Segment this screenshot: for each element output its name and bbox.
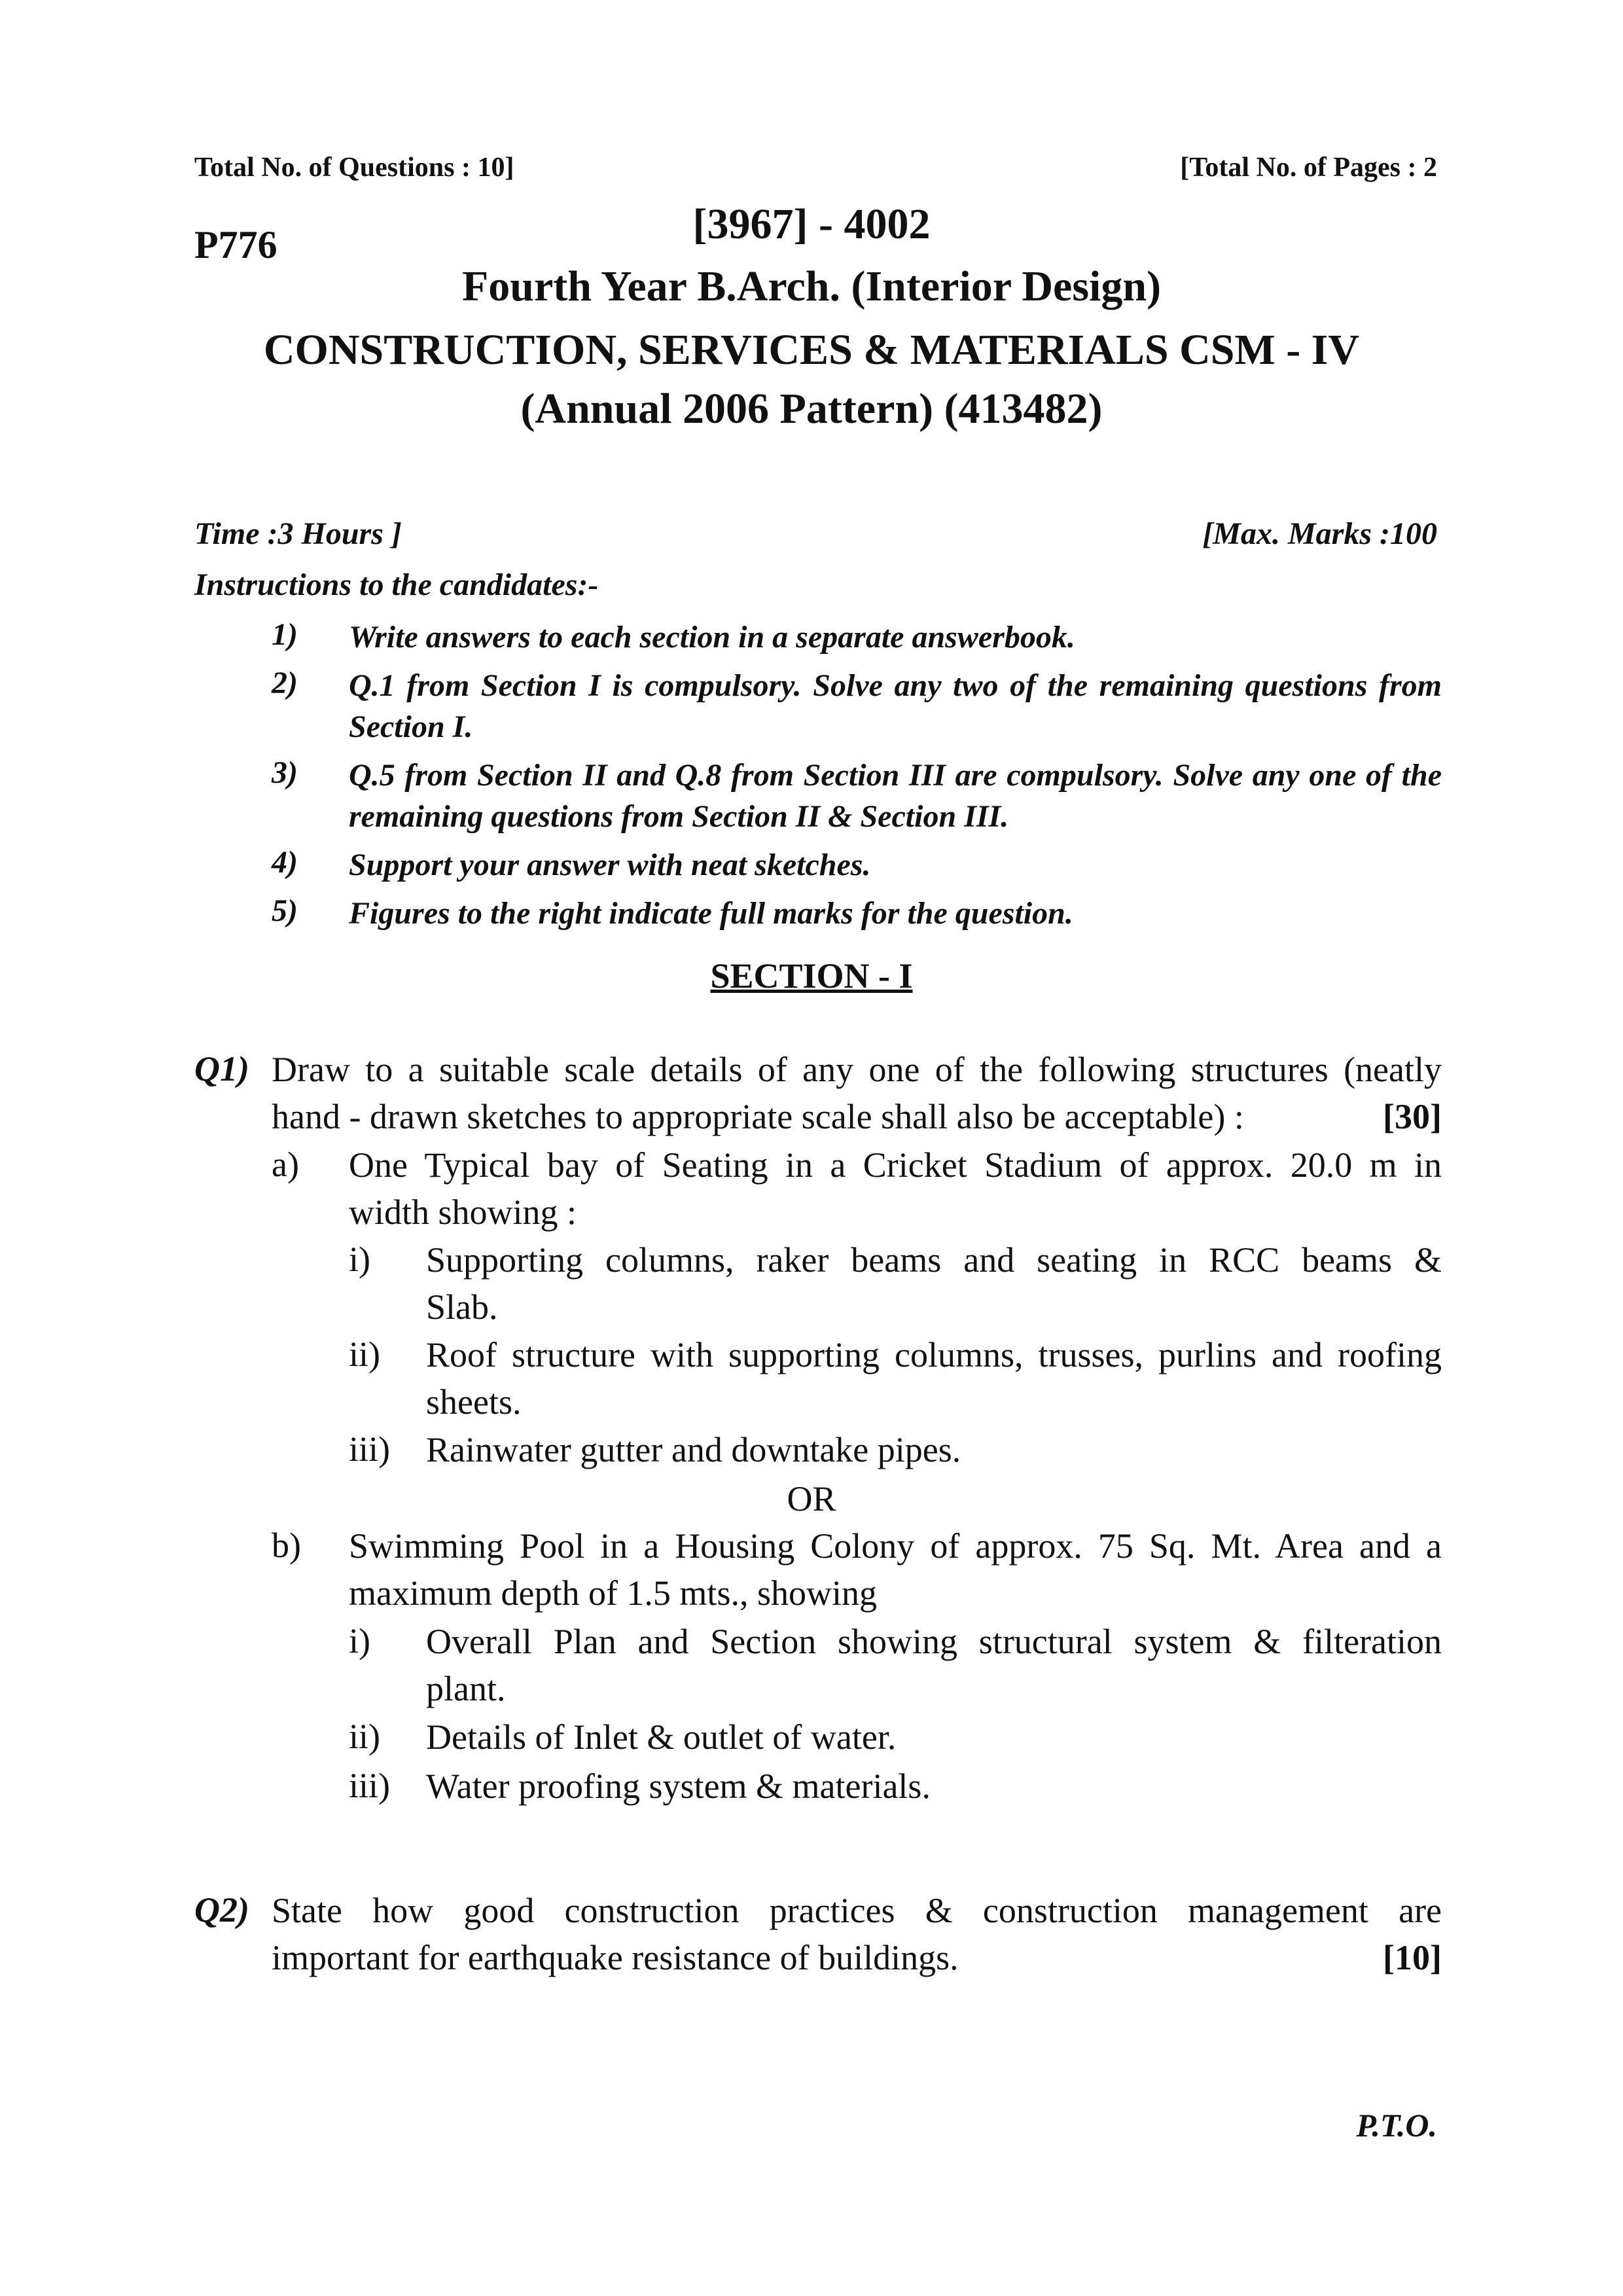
q1-option-b-line-1: Swimming Pool in a Housing Colony of approx. 75 Sq. Mt. Area and a [349,1526,1442,1566]
course-title: Fourth Year B.Arch. (Interior Design) [461,262,1162,310]
pto-label: P.T.O. [1356,2107,1437,2144]
instructions-heading: Instructions to the candidates:- [194,567,599,602]
q1-marks: [30] [1383,1097,1442,1136]
section-title: SECTION - I [710,956,913,996]
instruction-number: 4) [272,845,298,880]
q2-marks: [10] [1383,1938,1442,1977]
subitem-number: ii) [349,1335,380,1374]
q1-option-a-line-1: One Typical bay of Seating in a Cricket Stadium of approx. 20.0 m in [349,1145,1442,1185]
q1-option-b-label: b) [272,1526,301,1565]
q2-text-line-2-text: important for earthquake resistance of buildings. [272,1938,959,1977]
subitem-line-1: Rainwater gutter and downtake pipes. [426,1430,961,1469]
question-label-q1: Q1) [194,1049,249,1088]
instruction-number: 2) [272,666,298,700]
total-questions: Total No. of Questions : 10] [194,152,514,183]
subitem-line-2: plant. [426,1669,506,1708]
total-pages: [Total No. of Pages : 2 [1180,152,1437,183]
q1-option-b-line-2: maximum depth of 1.5 mts., showing [349,1573,877,1613]
seat-code: [3967] - 4002 [692,200,931,248]
or-separator: OR [787,1479,836,1518]
paper-code: P776 [194,223,277,266]
instruction-number: 3) [272,755,298,790]
q2-text-line-2 [272,1934,1442,1981]
instruction-text: Q.5 from Section II and Q.8 from Section III are compulsory. Solve any one of the remaining questions from Section II & Section III. [349,758,1442,834]
instruction-number: 1) [272,617,298,652]
instruction-text: Q.1 from Section I is compulsory. Solve any two of the remaining questions from Section I. [349,668,1442,744]
subitem-line-2: Slab. [426,1287,498,1327]
subitem-line-1: Roof structure with supporting columns, trusses, purlins and roofing [426,1335,1442,1374]
subitem-number: i) [349,1240,370,1279]
subitem-line-1: Supporting columns, raker beams and seating in RCC beams & [426,1240,1442,1280]
subitem-number: i) [349,1621,370,1660]
instruction-number: 5) [272,893,298,928]
subitem-line-2: sheets. [426,1382,522,1422]
subitem-number: iii) [349,1766,390,1805]
q2-text-line-1: State how good construction practices & construction management are [272,1891,1442,1930]
subitem-number: ii) [349,1717,380,1756]
q1-text-line-2 [272,1093,1442,1140]
max-marks-label: [Max. Marks :100 [1202,516,1437,551]
q1-option-a-label: a) [272,1145,299,1184]
q1-text-line-2-text: hand - drawn sketches to appropriate scale shall also be acceptable) : [272,1097,1244,1136]
subitem-line-1: Water proofing system & materials. [426,1767,931,1806]
q1-option-a-line-2: width showing : [349,1193,577,1232]
time-label: Time :3 Hours ] [194,516,402,551]
pattern-title: (Annual 2006 Pattern) (413482) [520,385,1103,433]
instruction-text: Figures to the right indicate full marks for the question. [349,896,1073,931]
subitem-line-1: Overall Plan and Section showing structural system & filteration [426,1622,1442,1661]
instruction-text: Write answers to each section in a separate answerbook. [349,620,1075,655]
subitem-line-1: Details of Inlet & outlet of water. [426,1717,897,1757]
subject-title: CONSTRUCTION, SERVICES & MATERIALS CSM - IV [263,326,1360,374]
q1-text-line-1: Draw to a suitable scale details of any one of the following structures (neatly [272,1050,1442,1089]
question-label-q2: Q2) [194,1890,249,1929]
instruction-text: Support your answer with neat sketches. [349,848,871,882]
subitem-number: iii) [349,1429,390,1469]
